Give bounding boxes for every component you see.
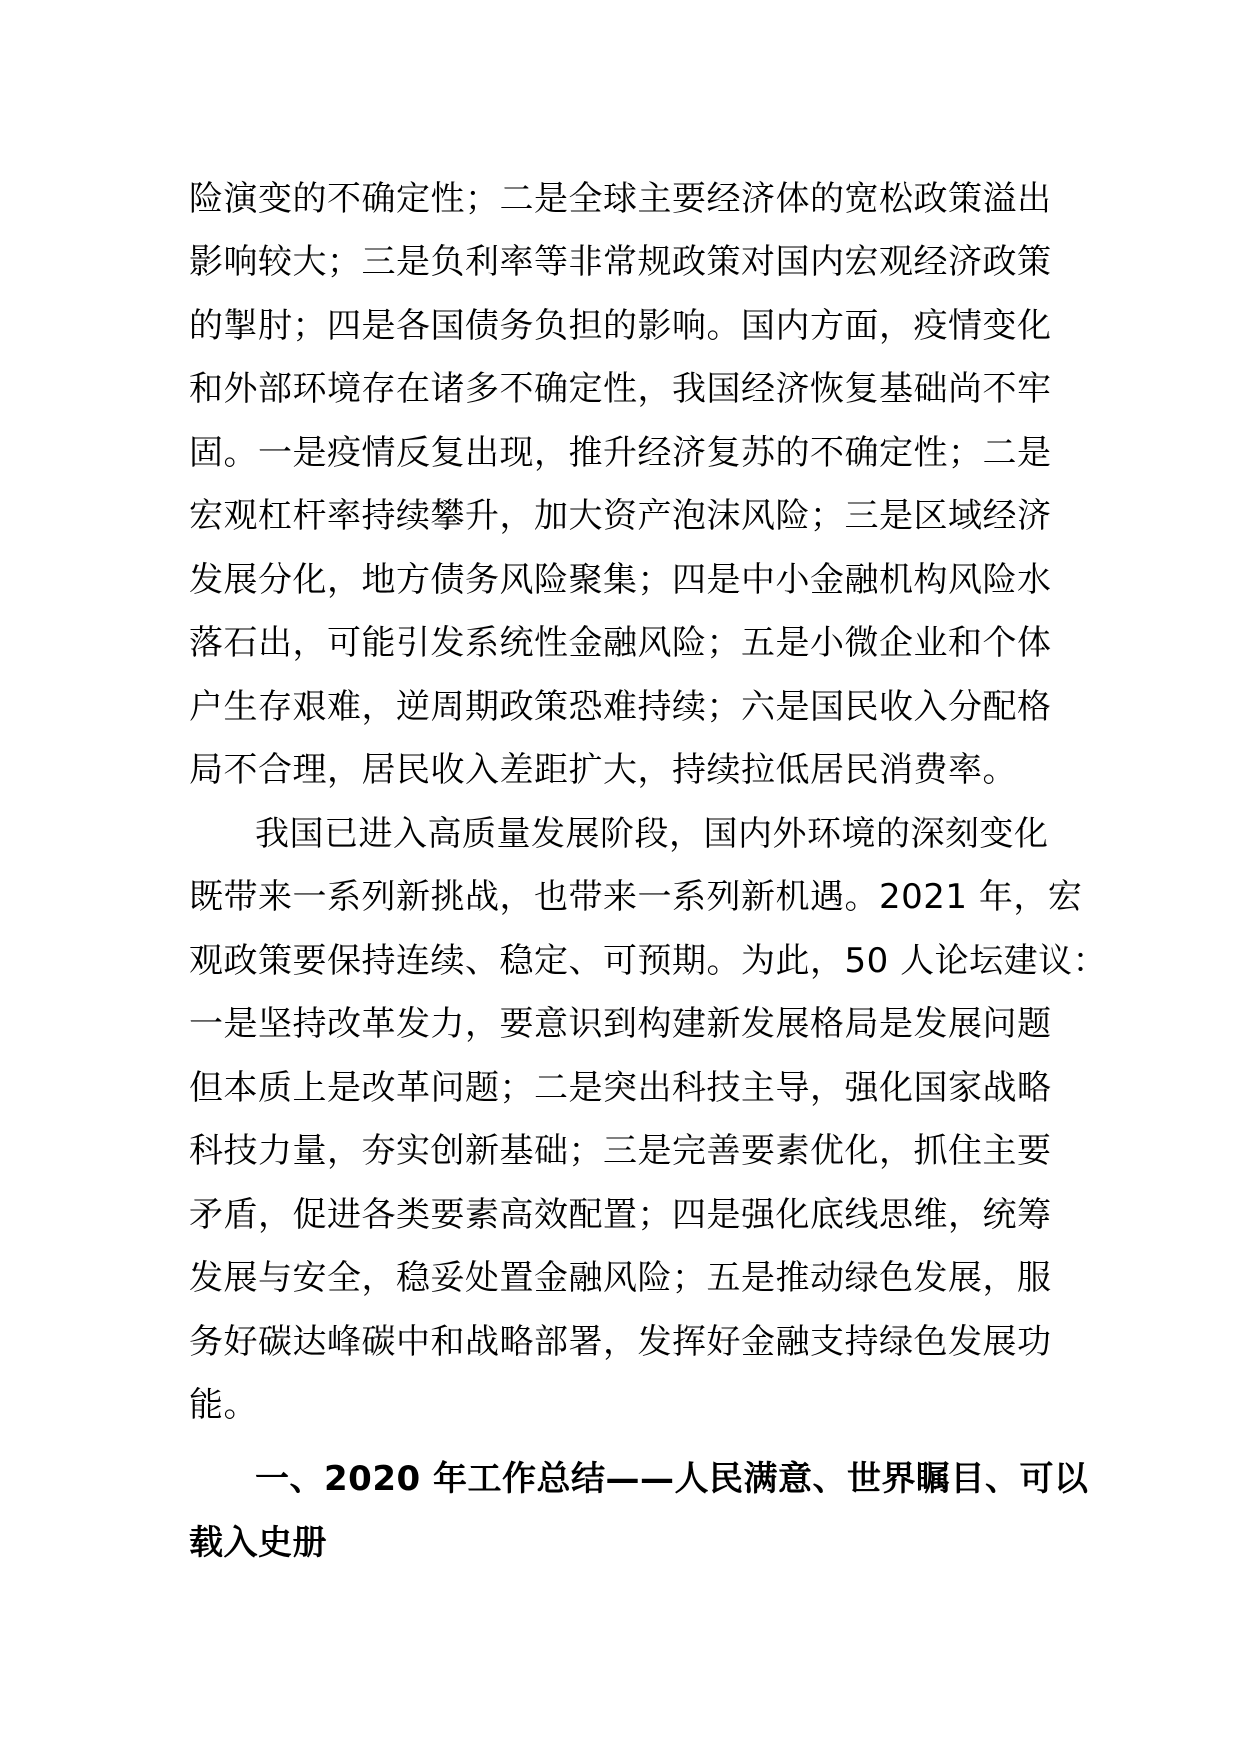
text-line: 既带来一系列新挑战，也带来一系列新机遇。2021 年，宏 <box>189 877 1083 917</box>
section-heading: 载入史册 <box>189 1523 327 1563</box>
text-line: 影响较大；三是负利率等非常规政策对国内宏观经济政策 <box>189 242 1052 282</box>
section-heading: 一、2020 年工作总结——人民满意、世界瞩目、可以 <box>255 1459 1089 1499</box>
text-line: 务好碳达峰碳中和战略部署，发挥好金融支持绿色发展功 <box>189 1322 1052 1362</box>
text-line: 局不合理，居民收入差距扩大，持续拉低居民消费率。 <box>189 750 1017 790</box>
text-line: 发展分化，地方债务风险聚集；四是中小金融机构风险水 <box>189 560 1052 600</box>
text-line: 观政策要保持连续、稳定、可预期。为此，50 人论坛建议： <box>189 941 1108 981</box>
text-line: 宏观杠杆率持续攀升，加大资产泡沫风险；三是区域经济 <box>189 496 1052 536</box>
text-line: 能。 <box>189 1385 258 1425</box>
text-line: 但本质上是改革问题；二是突出科技主导，强化国家战略 <box>189 1068 1052 1108</box>
text-line: 科技力量，夯实创新基础；三是完善要素优化，抓住主要 <box>189 1131 1052 1171</box>
text-line: 户生存艰难，逆周期政策恐难持续；六是国民收入分配格 <box>189 687 1052 727</box>
text-line: 和外部环境存在诸多不确定性，我国经济恢复基础尚不牢 <box>189 369 1052 409</box>
text-line: 落石出，可能引发系统性金融风险；五是小微企业和个体 <box>189 623 1052 663</box>
text-line: 我国已进入高质量发展阶段，国内外环境的深刻变化 <box>255 814 1049 854</box>
text-line: 险演变的不确定性；二是全球主要经济体的宽松政策溢出 <box>189 179 1052 219</box>
text-line: 一是坚持改革发力，要意识到构建新发展格局是发展问题 <box>189 1004 1052 1044</box>
text-line: 发展与安全，稳妥处置金融风险；五是推动绿色发展，服 <box>189 1258 1052 1298</box>
text-line: 矛盾，促进各类要素高效配置；四是强化底线思维，统筹 <box>189 1195 1052 1235</box>
text-line: 固。一是疫情反复出现，推升经济复苏的不确定性；二是 <box>189 433 1052 473</box>
text-line: 的掣肘；四是各国债务负担的影响。国内方面，疫情变化 <box>189 306 1052 346</box>
